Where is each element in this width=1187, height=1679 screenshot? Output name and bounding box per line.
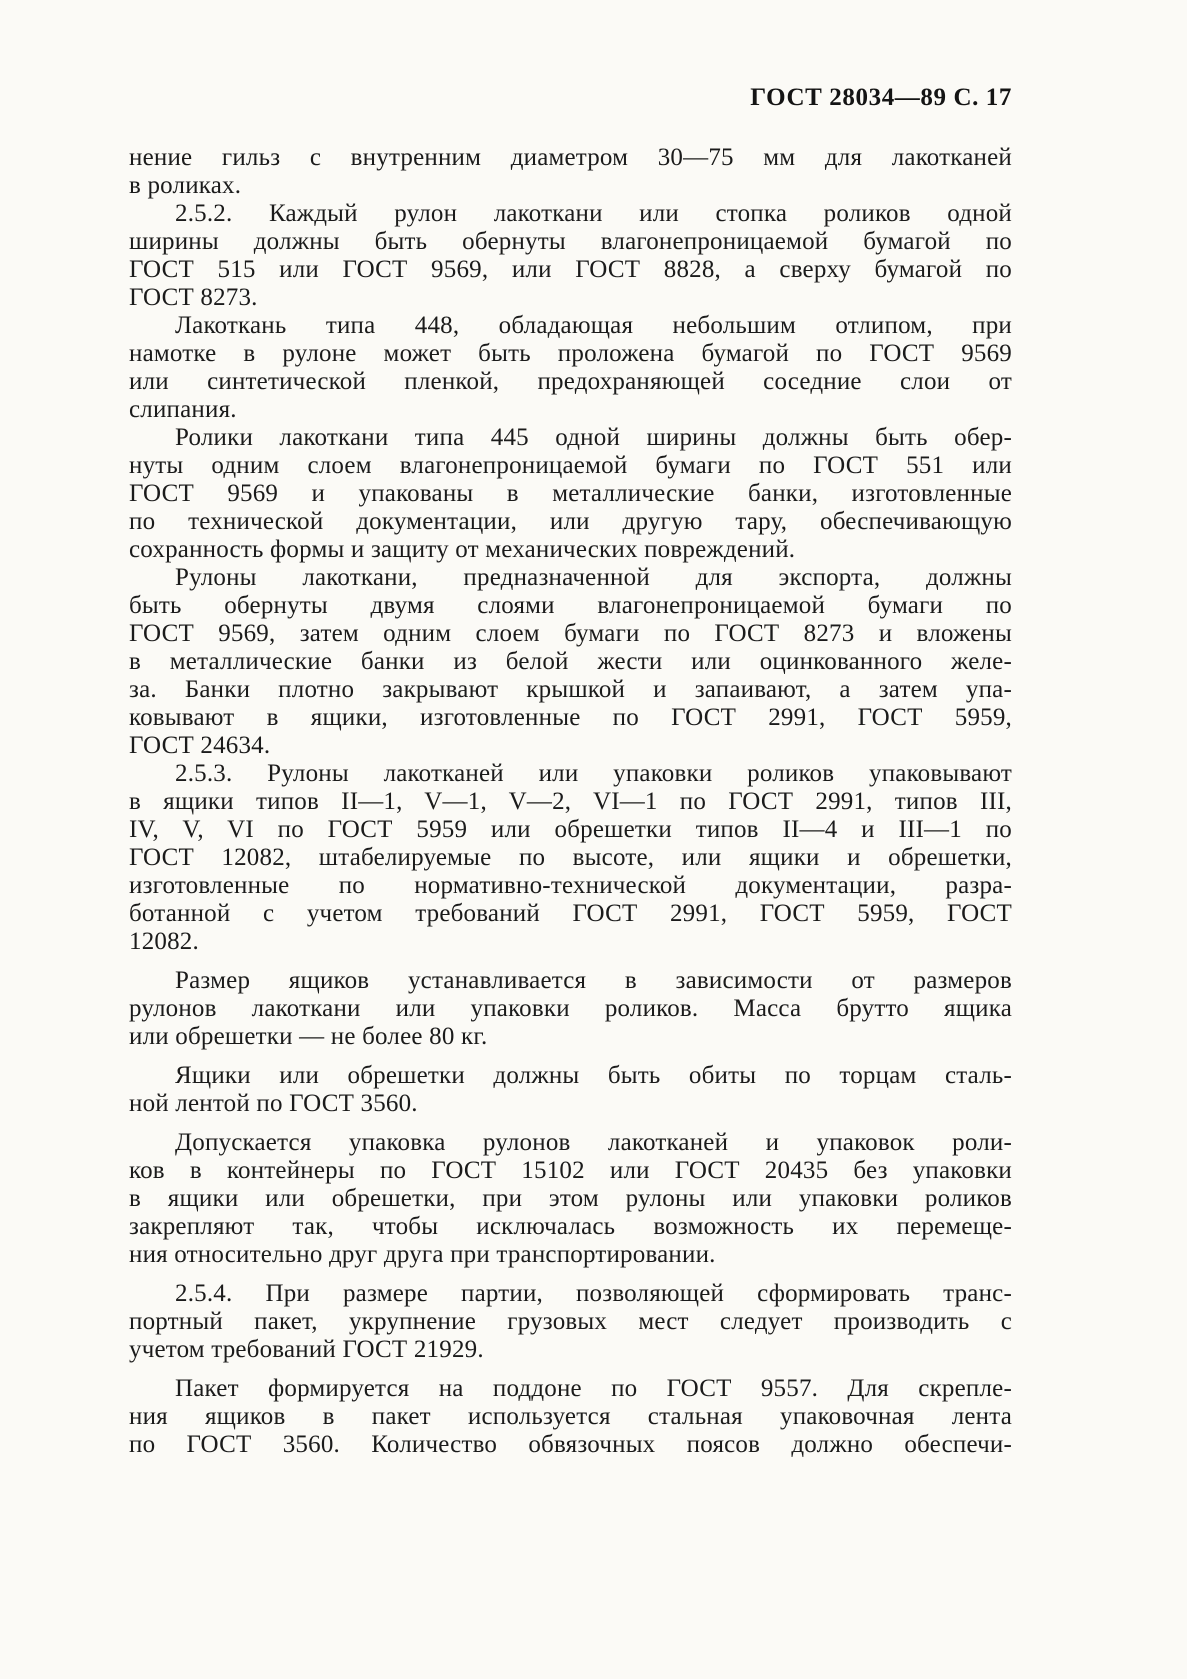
paragraph [129,760,1012,956]
text-line: ГОСТ 12082, штабелируемые по высоте, или ящики и обрешетки, [129,844,1012,871]
text-line: учетом требований ГОСТ 21929. [129,1336,484,1363]
text-line: ния ящиков в пакет используется стальная упаковочная лента [129,1403,1012,1430]
text-line: ширины должны быть обернуты влагонепроницаемой бумагой по [129,228,1012,255]
text-line: сохранность формы и защиту от механических повреждений. [129,536,796,563]
text-line: за. Банки плотно закрывают крышкой и запаивают, а затем упа- [129,676,1012,703]
paragraph [129,200,1012,312]
text-line: или синтетической пленкой, предохраняющей соседние слои от [129,368,1012,395]
text-line: быть обернуты двумя слоями влагонепроницаемой бумаги по [129,592,1012,619]
text-line: ГОСТ 9569, затем одним слоем бумаги по ГОСТ 8273 и вложены [129,620,1012,647]
paragraph [129,1062,1012,1118]
text-block [129,84,1012,1459]
paragraph [129,312,1012,424]
text-line: Ящики или обрешетки должны быть обиты по торцам сталь- [175,1062,1012,1089]
text-line: IV, V, VI по ГОСТ 5959 или обрешетки типов II—4 и III—1 по [129,816,1012,843]
text-line: слипания. [129,396,237,423]
text-line: ной лентой по ГОСТ 3560. [129,1090,418,1117]
text-line: намотке в рулоне может быть проложена бумагой по ГОСТ 9569 [129,340,1012,367]
text-line: в роликах. [129,172,242,199]
text-line: ботанной с учетом требований ГОСТ 2991, ГОСТ 5959, ГОСТ [129,900,1012,927]
text-line: или обрешетки — не более 80 кг. [129,1023,488,1050]
text-line: 2.5.2. Каждый рулон лакоткани или стопка роликов одной [175,200,1012,227]
paragraph [129,1280,1012,1364]
text-line: ГОСТ 9569 и упакованы в металлические банки, изготовленные [129,480,1012,507]
text-line: закрепляют так, чтобы исключалась возможность их перемеще- [129,1213,1012,1240]
text-line: по технической документации, или другую тару, обеспечивающую [129,508,1012,535]
text-line: ГОСТ 8273. [129,284,258,311]
text-line: 2.5.4. При размере партии, позволяющей сформировать транс- [175,1280,1012,1307]
text-line: 2.5.3. Рулоны лакотканей или упаковки роликов упаковывают [175,760,1012,787]
paragraphs [129,144,1012,1459]
text-line: в металлические банки из белой жести или оцинкованного желе- [129,648,1012,675]
paragraph [129,1375,1012,1459]
text-line: в ящики или обрешетки, при этом рулоны или упаковки роликов [129,1185,1012,1212]
paragraph [129,967,1012,1051]
text-line: Допускается упаковка рулонов лакотканей и упаковок роли- [175,1129,1012,1156]
paragraph [129,1129,1012,1269]
text-line: портный пакет, укрупнение грузовых мест следует производить с [129,1308,1012,1335]
page-header: ГОСТ 28034—89 С. 17 [750,84,1012,111]
text-line: нение гильз с внутренним диаметром 30—75 мм для лакотканей [129,144,1012,171]
text-line: Ролики лакоткани типа 445 одной ширины должны быть обер- [175,424,1012,451]
text-line: в ящики типов II—1, V—1, V—2, VI—1 по ГОСТ 2991, типов III, [129,788,1012,815]
text-line: ков в контейнеры по ГОСТ 15102 или ГОСТ 20435 без упаковки [129,1157,1012,1184]
text-line: изготовленные по нормативно-технической документации, разра- [129,872,1012,899]
text-line: нуты одним слоем влагонепроницаемой бумаги по ГОСТ 551 или [129,452,1012,479]
paragraph [129,144,1012,200]
paragraph [129,424,1012,564]
text-line: Пакет формируется на поддоне по ГОСТ 9557. Для скрепле- [175,1375,1012,1402]
text-line: Рулоны лакоткани, предназначенной для экспорта, должны [175,564,1012,591]
text-line: ния относительно друг друга при транспортировании. [129,1241,716,1268]
text-line: Лакоткань типа 448, обладающая небольшим отлипом, при [175,312,1012,339]
text-line: Размер ящиков устанавливается в зависимости от размеров [175,967,1012,994]
text-line: 12082. [129,928,199,955]
text-line: ГОСТ 24634. [129,732,271,759]
paragraph [129,564,1012,760]
text-line: ГОСТ 515 или ГОСТ 9569, или ГОСТ 8828, а сверху бумагой по [129,256,1012,283]
text-line: по ГОСТ 3560. Количество обвязочных поясов должно обеспечи- [129,1431,1012,1458]
text-line: рулонов лакоткани или упаковки роликов. Масса брутто ящика [129,995,1012,1022]
text-line: ковывают в ящики, изготовленные по ГОСТ 2991, ГОСТ 5959, [129,704,1012,731]
